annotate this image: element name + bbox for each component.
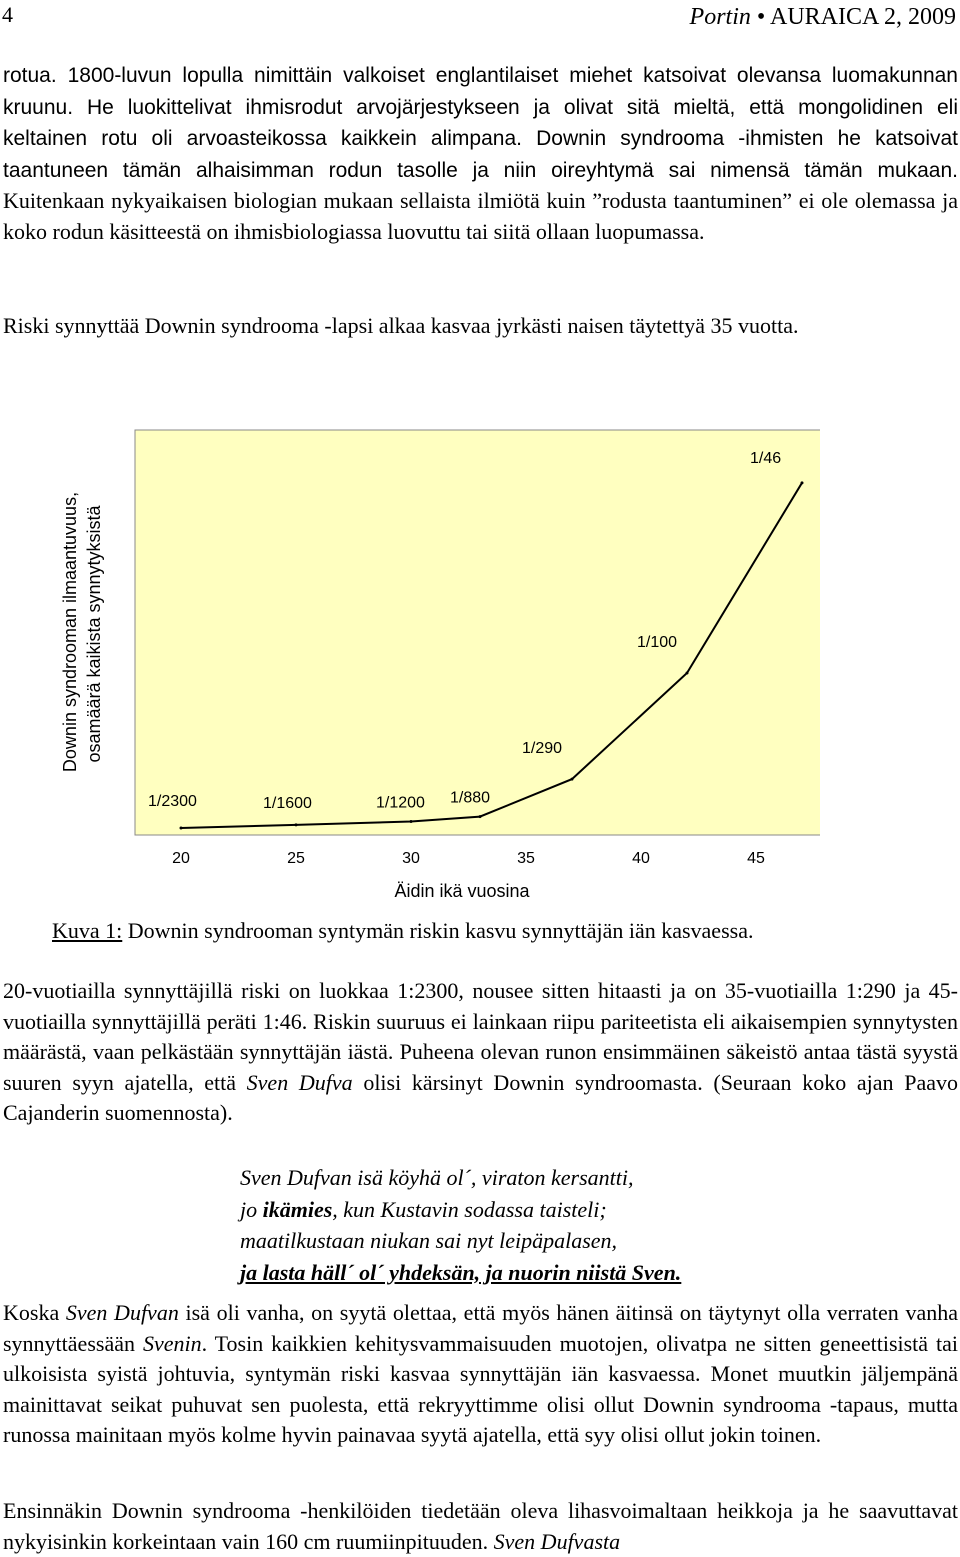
data-point-0 bbox=[180, 826, 183, 829]
x-tick-label-30: 30 bbox=[402, 850, 420, 867]
data-label-4: 1/290 bbox=[522, 740, 563, 758]
data-label-2: 1/1200 bbox=[376, 794, 425, 812]
poem-line-2-bold: ikämies bbox=[262, 1196, 333, 1222]
paragraph-risk-numbers bbox=[3, 976, 958, 1129]
data-point-5 bbox=[686, 672, 689, 675]
figure-caption bbox=[52, 918, 753, 944]
paragraph-race-history bbox=[3, 60, 958, 247]
running-head-author: Portin bbox=[689, 4, 751, 30]
poem-line-3: maatilkustaan niukan sai nyt leipäpalasen, bbox=[240, 1228, 618, 1253]
data-point-2 bbox=[410, 820, 413, 823]
page-number: 4 bbox=[2, 2, 13, 27]
running-head-bullet: • bbox=[756, 4, 766, 30]
data-label-1: 1/1600 bbox=[263, 794, 312, 812]
risk-chart bbox=[52, 372, 820, 907]
paragraph-father-age-name: Sven Dufvan bbox=[65, 1300, 179, 1325]
paragraph-risk-intro: Riski synnyttää Downin syndrooma -lapsi alkaa kasvaa jyrkästi naisen täytettyä 35 vuotta. bbox=[3, 313, 799, 338]
paragraph-risk-numbers-a: 20-vuotiailla synnyttäjillä riski on luokkaa 1:2300, nousee sitten hitaasti ja on 35-vuotiailla 1:290 ja 45-vuotiailla synnyttäjillä peräti 1:46. Riskin suuruus ei lainkaan riipu pariteetista eli aikaisempien synnytysten määrästä, vaan pelkästään synnyttäjän iästä. Puheena olevan runon ensimmäinen säkeistö antaa tästä syystä suuren syyn ajatella, että bbox=[3, 978, 958, 1095]
paragraph-father-age bbox=[3, 1298, 958, 1451]
poem-line-2-a: jo bbox=[240, 1196, 263, 1222]
data-point-6 bbox=[801, 481, 804, 484]
figure-chart bbox=[52, 372, 820, 907]
paragraph-father-age-svenin: Svenin bbox=[142, 1330, 202, 1356]
x-tick-label-25: 25 bbox=[287, 850, 305, 867]
paragraph-muscle-strength-name: Sven Dufvasta bbox=[493, 1528, 621, 1554]
poem-line-2 bbox=[240, 1194, 681, 1226]
data-label-5: 1/100 bbox=[637, 634, 678, 651]
x-tick-label-40: 40 bbox=[632, 850, 650, 867]
running-head bbox=[690, 4, 956, 31]
running-head-journal: AURAICA 2, 2009 bbox=[769, 4, 956, 30]
paragraph-father-age-c: isä oli vanha, on syytä olettaa, että myös hänen äitinsä on täytynyt olla verraten vanha synnyttäessään bbox=[3, 1300, 958, 1356]
y-axis-label-line-2: osamäärä kaikista synnytyksistä bbox=[84, 505, 104, 763]
paragraph-muscle-strength bbox=[3, 1496, 958, 1557]
data-label-0: 1/2300 bbox=[148, 792, 197, 810]
poem-line-1: Sven Dufvan isä köyhä ol´, viraton kersantti, bbox=[240, 1165, 634, 1190]
paragraph-father-age-e: . Tosin kaikkien kehitysvammaisuuden muotojen, olivatpa ne sitten geneettisistä tai ulkoisista syistä johtuvia, syntymän riski kasvaa synnyttäjän iän kasvaessa. Monet muutkin jäljempänä mainittavat seikat puhuvat sen puolesta, että rekryyttimme olisi ollut Downin syndrooma -tapaus, mutta runossa mainitaan myös kolme hyvin painavaa syytä ajatella, että syy olisi ollut jokin toinen. bbox=[3, 1330, 959, 1447]
paragraph-race-history-text-2: Kuitenkaan nykyaikaisen biologian mukaan sellaista ilmiötä kuin ”rodusta taantuminen” ei ole olemassa ja koko rodun käsitteestä on ihmisbiologiassa luovuttu tai siitä ollaan luopumassa. bbox=[3, 188, 958, 244]
plot-area bbox=[135, 430, 820, 835]
data-point-1 bbox=[295, 823, 298, 826]
caption-label: Kuva 1: bbox=[52, 918, 123, 943]
data-label-6: 1/46 bbox=[750, 449, 782, 467]
paragraph-risk-numbers-b: olisi kärsinyt Downin syndroomasta. (Seuraan koko ajan Paavo Cajanderin suomennosta). bbox=[3, 1069, 958, 1125]
poem-stanza bbox=[240, 1162, 681, 1288]
y-axis-label-line-1: Downin syndrooman ilmaantuvuus, bbox=[60, 491, 80, 773]
data-label-3: 1/880 bbox=[450, 789, 491, 807]
poem-line-2-b: , kun Kustavin sodassa taisteli; bbox=[332, 1196, 607, 1222]
x-tick-label-20: 20 bbox=[172, 850, 190, 867]
caption-text: Downin syndrooman syntymän riskin kasvu synnyttäjän iän kasvaessa. bbox=[122, 918, 754, 943]
x-tick-label-35: 35 bbox=[517, 850, 535, 867]
x-tick-label-45: 45 bbox=[747, 850, 765, 867]
paragraph-race-history-text: rotua. 1800-luvun lopulla nimittäin valkoiset englantilaiset miehet katsoivat olevansa luomakunnan kruunu. He luokittelivat ihmisrodut arvojärjestykseen ja olivat sitä mieltä, että mongolidinen eli keltainen rotu oli arvoasteikossa kaikkein alimpana. Downin syndrooma -ihmisten he katsoivat taantuneen tämän alhaisimman rodun tasolle ja niin oireyhtymä sai nimensä tämän mukaan. bbox=[3, 64, 958, 182]
paragraph-muscle-strength-a: Ensinnäkin Downin syndrooma -henkilöiden tiedetään oleva lihasvoimaltaan heikkoja ja he saavuttavat nykyisinkin korkeintaan vain 160 cm ruumiinpituuden. bbox=[3, 1498, 958, 1554]
name-sven-dufva: Sven Dufva bbox=[246, 1069, 353, 1095]
data-point-4 bbox=[571, 778, 574, 781]
poem-line-4: ja lasta häll´ ol´ yhdeksän, ja nuorin niistä Sven. bbox=[240, 1259, 682, 1285]
paragraph-father-age-a: Koska bbox=[3, 1300, 66, 1325]
data-point-3 bbox=[479, 815, 482, 818]
x-axis-label: Äidin ikä vuosina bbox=[394, 881, 530, 901]
